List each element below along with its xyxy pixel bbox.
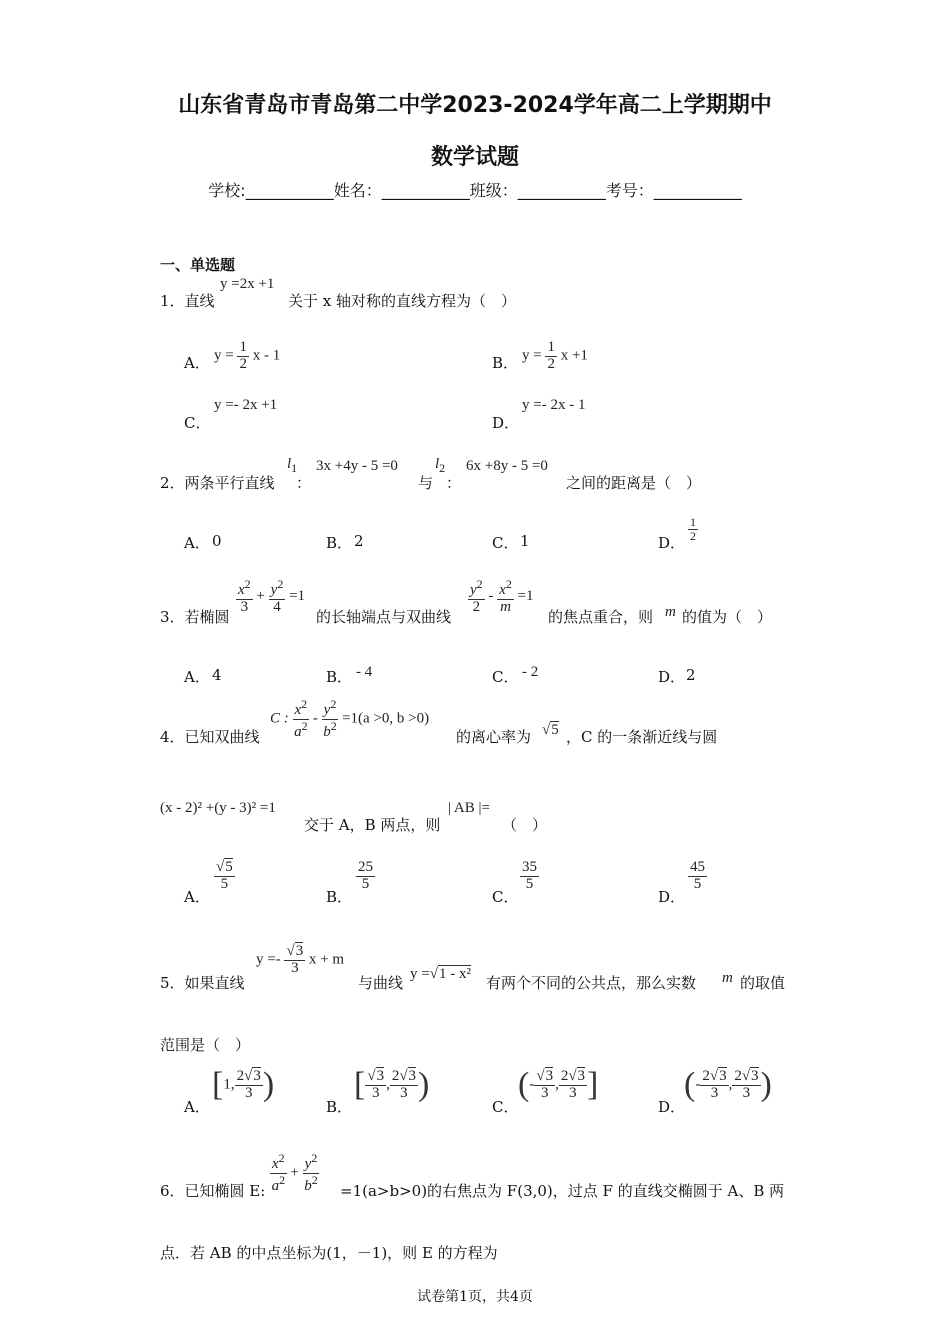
colon: ： <box>296 474 312 492</box>
option-label: C． <box>492 534 519 552</box>
option-label: C． <box>492 1098 519 1116</box>
question-text: =1(a>b>0)的右焦点为 F(3,0)，过点 F 的直线交椭圆于 A、B 两 <box>340 1182 785 1200</box>
option-a-fraction: $\frac{√5}{5}$ <box>216 859 233 892</box>
math-equation: y =2x +1 <box>220 276 275 292</box>
ellipse-equation: $\frac{x^2}{a^2}$ + $\frac{y^2}{b^2}$ <box>271 1151 318 1194</box>
question-text: ，C 的一条渐近线与圆 <box>566 728 718 746</box>
hyperbola-equation: $\frac{y^2}{2}$ - $\frac{x^2}{m} =1$ <box>470 577 534 615</box>
option-d-fraction: $\frac{1}{2}$ <box>690 515 696 543</box>
option-label: D． <box>492 414 520 432</box>
line-l1: $l_1$ <box>287 456 298 475</box>
question-text: 的取值 <box>740 974 786 992</box>
option-label: D． <box>658 534 686 552</box>
sqrt-5: √5 <box>542 722 559 738</box>
question-text: 交于 A，B 两点，则 <box>304 816 441 834</box>
option-label: D． <box>658 1098 686 1116</box>
title-line-2: 数学试题 <box>430 145 519 170</box>
question-text: 点．若 AB 的中点坐标为(1，－1)，则 E 的方程为 <box>160 1244 498 1262</box>
title-line-1: 山东省青岛市青岛第二中学2023-2024学年高二上学期期中 <box>178 93 772 118</box>
option-c-fraction: $\frac{35}{5}$ <box>522 859 537 892</box>
question-number: 4．已知双曲线 <box>160 728 260 746</box>
option-d-fraction: $\frac{45}{5}$ <box>690 859 705 892</box>
option-label: B． <box>326 888 353 906</box>
line-equation: y =- $\frac{√3}{3}$ x + m <box>256 943 345 976</box>
option-label: C． <box>492 668 519 686</box>
option-b-interval: [ $\frac{√3}{3}$ , $\frac{2√3}{3}$ ) <box>354 1066 430 1103</box>
question-number: 2．两条平行直线 <box>160 474 275 492</box>
math-equation: 3x +4y - 5 =0 <box>316 458 398 474</box>
hyperbola-equation: C : $\frac{x^2}{a^2}$ - $\frac{y^2}{b^2}$ =1(a >0, b >0) <box>270 697 430 740</box>
option-label: C． <box>492 888 519 906</box>
option-label: A． <box>184 668 210 686</box>
question-text: 关于 x 轴对称的直线方程为（ ） <box>288 292 516 310</box>
option-label: A． <box>184 1098 210 1116</box>
variable-m: m <box>665 604 676 620</box>
option-label: C． <box>184 414 211 432</box>
option-label: B． <box>326 534 353 552</box>
chord-length: | AB |= <box>448 800 490 816</box>
option-b-fraction: $\frac{25}{5}$ <box>358 859 373 892</box>
question-text: 有两个不同的公共点，那么实数 <box>486 974 697 992</box>
circle-equation: (x - 2)² +(y - 3)² =1 <box>160 800 276 816</box>
option-b-value: 2 <box>354 532 364 550</box>
ellipse-equation: $\frac{x^2}{3}$ + $\frac{y^2}{4}$ =1 <box>238 577 306 615</box>
question-text: 与 <box>418 474 434 492</box>
question-number: 5．如果直线 <box>160 974 245 992</box>
question-text: 范围是（ ） <box>160 1036 251 1054</box>
option-c-interval: (- $\frac{√3}{3}$ , $\frac{2√3}{3}$ ] <box>518 1066 599 1103</box>
option-c-value: - 2 <box>522 664 539 680</box>
question-number: 3．若椭圆 <box>160 608 230 626</box>
question-text: 之间的距离是（ ） <box>566 474 702 492</box>
option-label: A． <box>184 888 210 906</box>
curve-equation: y =√1 - x² <box>410 966 471 982</box>
math-equation: 6x +8y - 5 =0 <box>466 458 548 474</box>
option-a-value: 4 <box>212 666 222 684</box>
question-text: 的离心率为 <box>456 728 532 746</box>
option-d-interval: (- $\frac{2√3}{3}$ , $\frac{2√3}{3}$ ) <box>684 1066 772 1103</box>
question-text: 的长轴端点与双曲线 <box>316 608 452 626</box>
option-c-math: y =- 2x +1 <box>214 397 278 413</box>
option-label: B． <box>492 354 519 372</box>
question-text: 的焦点重合，则 <box>548 608 654 626</box>
option-d-value: 2 <box>686 666 696 684</box>
variable-m: m <box>722 970 733 986</box>
question-number: 1．直线 <box>160 292 215 310</box>
option-b-value: - 4 <box>356 664 373 680</box>
question-number: 6．已知椭圆 E: <box>160 1182 266 1200</box>
option-label: B． <box>326 668 353 686</box>
option-a-value: 0 <box>212 532 222 550</box>
page-footer: 试卷第1页，共4页 <box>417 1289 533 1305</box>
student-info-line: 学校:___________姓名：___________班级：___________考号：___________ <box>208 181 742 200</box>
option-a-math: y = $\frac{1}{2}$ x - 1 <box>214 339 281 372</box>
option-a-interval: [1, $\frac{2√3}{3}$ ) <box>212 1066 275 1103</box>
option-label: B． <box>326 1098 353 1116</box>
section-heading: 一、单选题 <box>160 256 236 274</box>
option-label: D． <box>658 668 686 686</box>
option-label: D． <box>658 888 686 906</box>
option-label: A． <box>184 534 210 552</box>
option-c-value: 1 <box>520 532 530 550</box>
question-text: （ ） <box>502 816 548 834</box>
option-label: A． <box>184 354 210 372</box>
option-b-math: y = $\frac{1}{2}$ x +1 <box>522 339 588 372</box>
question-text: 的值为（ ） <box>682 608 773 626</box>
line-l2: $l_2$ <box>435 456 446 475</box>
option-d-math: y =- 2x - 1 <box>522 397 586 413</box>
question-text: 与曲线 <box>358 974 404 992</box>
colon: ： <box>446 474 462 492</box>
